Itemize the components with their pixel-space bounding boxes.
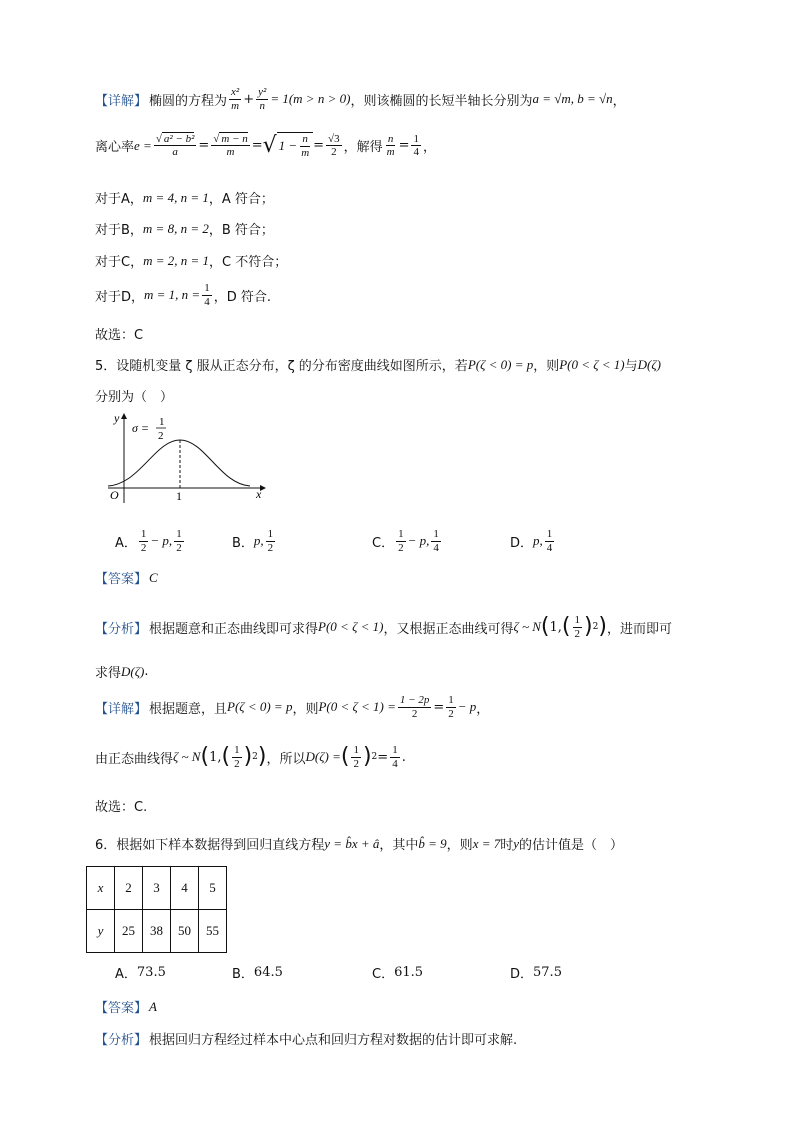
tick-label-1: 1: [176, 489, 182, 503]
q5-option-b[interactable]: B． p, $\frac{1}{2}$: [232, 528, 274, 554]
q5-option-c[interactable]: C． $\frac{1}{2}$ − p, $\frac{1}{4}$: [372, 528, 439, 554]
q4-detail-line1: 【详解】 椭圆的方程为 $\frac{\text{x²}}{m}$ + $\frac{\text{y²}}{n}$ = 1(m > n > 0) ，则该椭圆的长短半轴长分别为 a = √m, b = √n ，: [95, 86, 626, 112]
q4-choice: 故选：C: [95, 328, 144, 343]
q5-detail-1: 【详解】 根据题意，且 P(ζ < 0) = p ，则 P(0 < ζ < 1) = $\frac{1 - 2p}{2}$ = $\frac{1}{2}$ − p ，: [95, 694, 490, 720]
q5-detail-2: 由正态曲线得 ζ ~ N ( 1, ( $\frac{1}{2}$ ) 2 ) ，所以 D(ζ) = ( $\frac{1}{2}$ ) 2 = $\frac{1}{4}$ .: [95, 744, 406, 770]
q4-eccentricity-line: 离心率 e = $\frac{\text{√ a² − b²}}{a}$ = $\frac{√ m - n}{m}$ = √ 1 − $\frac{n}{m}$ = $\frac{√3}{2}$ ，解得 $\frac{n}{m}$ = $\frac{1}{4}$ ，: [95, 132, 436, 159]
sigma-den: 2: [158, 430, 164, 442]
sigma-num: 1: [159, 416, 165, 428]
q5-stem-2: 分别为（ ）: [95, 390, 174, 405]
ecc-frac2: $\frac{√ m - n}{m}$: [213, 132, 248, 159]
q4-option-b: 对于B， m = 8, n = 2 ，B 符合；: [95, 220, 274, 238]
table-row: y 25 38 50 55: [87, 910, 227, 953]
q6-option-b[interactable]: B． 64.5: [232, 965, 283, 982]
y-axis-label: y: [114, 411, 120, 425]
sqrt3-over-2: $\frac{√3}{2}$: [328, 132, 340, 159]
q5-analysis-2: 求得 D(ζ) .: [95, 663, 149, 681]
detail-label: 【详解】: [95, 93, 148, 109]
q6-stem: 6．根据如下样本数据得到回归直线方程 y = b̂x + â ，其中 b̂ = 9 ，则 x = 7 时 y 的估计值是（ ）: [95, 835, 624, 853]
q4-option-a: 对于A， m = 4, n = 1 ，A 符合；: [95, 189, 274, 207]
frac-y2-n: $\frac{\text{y²}}{n}$: [258, 86, 267, 112]
q6-analysis: 【分析】 根据回归方程经过样本中心点和回归方程对数据的估计即可求解.: [95, 1033, 518, 1048]
density-curve: [108, 440, 250, 486]
sigma-label: σ =: [132, 421, 150, 435]
q6-option-c[interactable]: C． 61.5: [372, 965, 424, 982]
q6-option-d[interactable]: D． 57.5: [510, 965, 562, 982]
ecc-frac1: $\frac{\text{√ a² − b²}}{a}$: [155, 132, 195, 159]
sample-data-table: [86, 866, 227, 953]
q5-option-a[interactable]: A． $\frac{1}{2}$ − p, $\frac{1}{2}$: [115, 528, 182, 554]
q5-analysis-1: 【分析】 根据题意和正态曲线即可求得 P(0 < ζ < 1) ，又根据正态曲线可得 ζ ~ N ( 1, ( $\frac{1}{2}$ ) 2 ) ，进而即可: [95, 614, 672, 640]
normal-curve-graph: [100, 408, 280, 508]
q5-answer: 【答案】 C: [95, 569, 158, 587]
frac-x2-m: $\frac{\text{x²}}{m}$: [231, 86, 240, 112]
q4-option-d: 对于D， m = 1, n = $\frac{1}{4}$ ，D 符合.: [95, 282, 271, 308]
origin-label: O: [110, 488, 119, 502]
q5-choice: 故选：C.: [95, 800, 148, 815]
q5-stem: 5．设随机变量 ζ 服从正态分布，ζ 的分布密度曲线如图所示，若 P(ζ < 0) = p ，则 P(0 < ζ < 1) 与 D(ζ): [95, 356, 661, 374]
q6-option-a[interactable]: A． 73.5: [115, 965, 166, 982]
table-row: x 2 3 4 5: [87, 867, 227, 910]
x-axis-label: x: [256, 487, 262, 501]
q5-option-d[interactable]: D． p, $\frac{1}{4}$: [510, 528, 553, 554]
q4-option-c: 对于C， m = 2, n = 1 ，C 不符合；: [95, 252, 288, 270]
q6-answer: 【答案】 A: [95, 998, 157, 1016]
